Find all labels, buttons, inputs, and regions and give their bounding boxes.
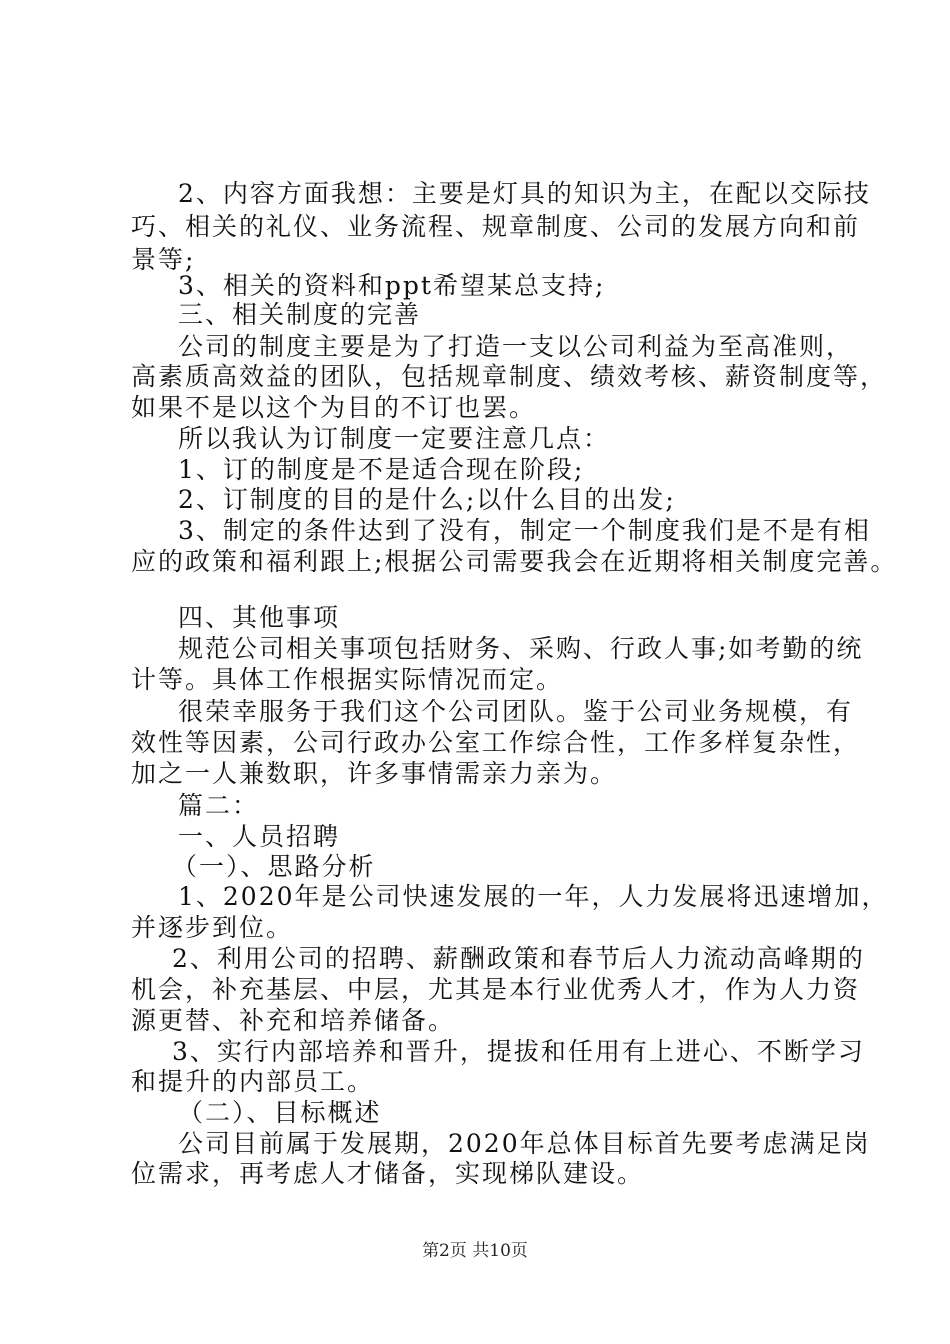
- text-line: 并逐步到位。: [131, 913, 294, 942]
- subsection-heading: （一）、思路分析: [172, 852, 376, 881]
- text-line: 源更替、补充和培养储备。: [131, 1006, 456, 1035]
- section-heading: 三、相关制度的完善: [178, 300, 422, 329]
- text-line: 3、实行内部培养和晋升，提拔和任用有上进心、不断学习: [172, 1037, 865, 1066]
- text-line: 2、订制度的目的是什么;以什么目的出发;: [178, 485, 676, 514]
- section-heading: 四、其他事项: [178, 603, 341, 632]
- text-line: 和提升的内部员工。: [131, 1067, 375, 1096]
- text-line: 所以我认为订制度一定要注意几点：: [178, 424, 611, 453]
- text-line: 效性等因素，公司行政办公室工作综合性，工作多样复杂性，: [131, 728, 861, 757]
- text-line: 公司目前属于发展期，2020年总体目标首先要考虑满足岗: [178, 1129, 871, 1158]
- text-line: 高素质高效益的团队，包括规章制度、绩效考核、薪资制度等，: [131, 362, 888, 391]
- text-line: 巧、相关的礼仪、业务流程、规章制度、公司的发展方向和前: [131, 212, 861, 241]
- subsection-heading: （二）、目标概述: [178, 1098, 382, 1127]
- text-line: 2、利用公司的招聘、薪酬政策和春节后人力流动高峰期的: [172, 944, 865, 973]
- text-line: 3、相关的资料和ppt希望某总支持;: [178, 271, 606, 300]
- text-line: 加之一人兼数职，许多事情需亲力亲为。: [131, 759, 618, 788]
- text-line: 位需求，再考虑人才储备，实现梯队建设。: [131, 1159, 645, 1188]
- section-heading: 一、人员招聘: [178, 822, 341, 851]
- text-line: 机会，补充基层、中层，尤其是本行业优秀人才，作为人力资: [131, 975, 861, 1004]
- text-line: 1、2020年是公司快速发展的一年，人力发展将迅速增加，: [178, 882, 889, 911]
- text-line: 如果不是以这个为目的不订也罢。: [131, 393, 537, 422]
- text-line: 3、制定的条件达到了没有，制定一个制度我们是不是有相: [178, 516, 871, 545]
- text-line: 2、内容方面我想：主要是灯具的知识为主，在配以交际技: [178, 179, 871, 208]
- text-line: 应的政策和福利跟上;根据公司需要我会在近期将相关制度完善。: [131, 547, 898, 576]
- section-heading: 篇二：: [178, 791, 260, 820]
- text-line: 景等;: [131, 245, 196, 274]
- text-line: 公司的制度主要是为了打造一支以公司利益为至高准则，: [178, 332, 854, 361]
- text-line: 很荣幸服务于我们这个公司团队。鉴于公司业务规模，有: [178, 697, 854, 726]
- page-number-footer: 第2页 共10页: [422, 1241, 528, 1261]
- text-line: 规范公司相关事项包括财务、采购、行政人事;如考勤的统: [178, 634, 864, 663]
- text-line: 1、订的制度是不是适合现在阶段;: [178, 455, 585, 484]
- text-line: 计等。具体工作根据实际情况而定。: [131, 665, 564, 694]
